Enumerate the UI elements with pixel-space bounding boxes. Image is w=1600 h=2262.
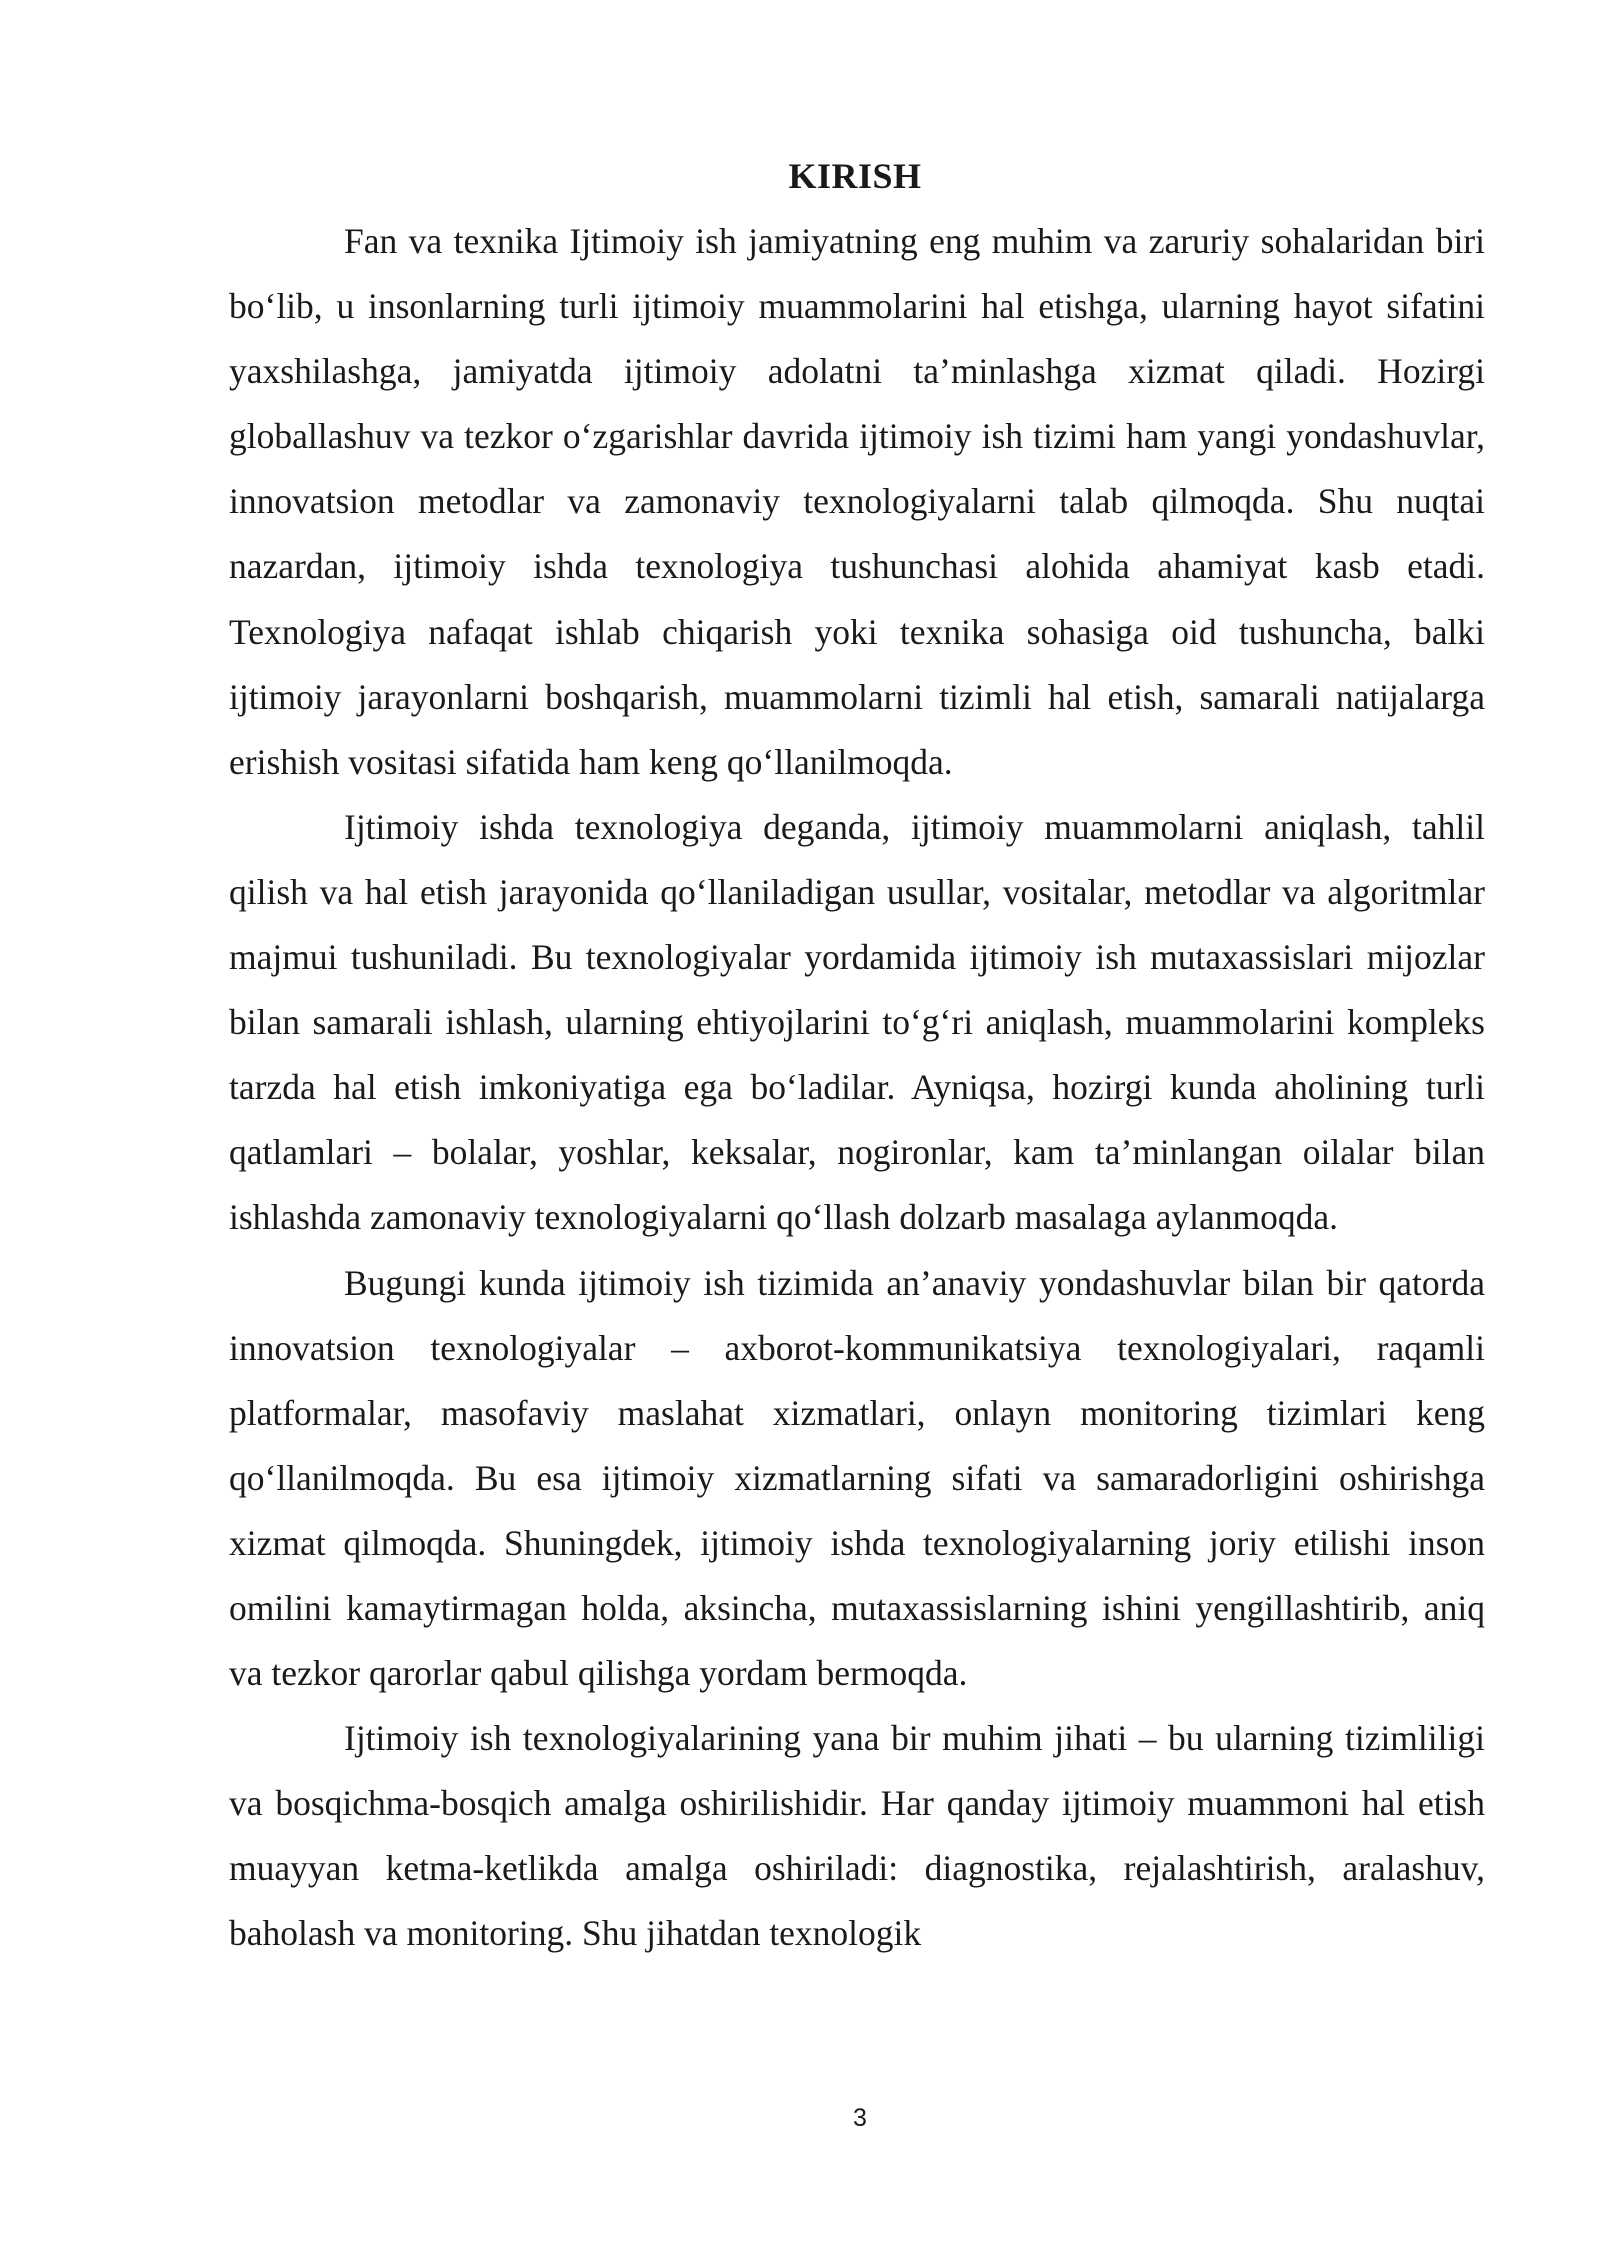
document-body bbox=[229, 209, 1485, 1967]
page-number: 3 bbox=[853, 2104, 867, 2132]
paragraph-1: Fan va texnika Ijtimoiy ish jamiyatning eng muhim va zaruriy sohalaridan biri bo‘lib, u insonlarning turli ijtimoiy muammolarini hal etishga, ularning hayot sifatini yaxshilashga, jamiyatda ijtimoiy adolatni ta’minlashga xizmat qiladi. Hozirgi globallashuv va tezkor o‘zgarishlar davrida ijtimoiy ish tizimi ham yangi yondashuvlar, innovatsion metodlar va zamonaviy texnologiyalarni talab qilmoqda. Shu nuqtai nazardan, ijtimoiy ishda texnologiya tushunchasi alohida ahamiyat kasb etadi. Texnologiya nafaqat ishlab chiqarish yoki texnika sohasiga oid tushuncha, balki ijtimoiy jarayonlarni boshqarish, muammolarni tizimli hal etish, samarali natijalarga erishish vositasi sifatida ham keng qo‘llanilmoqda. bbox=[229, 221, 1485, 782]
paragraph-4: Ijtimoiy ish texnologiyalarining yana bir muhim jihati – bu ularning tizimliligi va bosqichma-bosqich amalga oshirilishidir. Har qanday ijtimoiy muammoni hal etish muayyan ketma-ketlikda amalga oshiriladi: diagnostika, rejalashtirish, aralashuv, baholash va monitoring. Shu jihatdan texnologik bbox=[229, 1718, 1485, 1954]
page-title: KIRISH bbox=[788, 156, 922, 196]
paragraph-3: Bugungi kunda ijtimoiy ish tizimida an’anaviy yondashuvlar bilan bir qatorda innovatsion texnologiyalar – axborot-kommunikatsiya texnologiyalari, raqamli platformalar, masofaviy maslahat xizmatlari, onlayn monitoring tizimlari keng qo‘llanilmoqda. Bu esa ijtimoiy xizmatlarning sifati va samaradorligini oshirishga xizmat qilmoqda. Shuningdek, ijtimoiy ishda texnologiyalarning joriy etilishi inson omilini kamaytirmagan holda, aksincha, mutaxassislarning ishini yengillashtirib, aniq va tezkor qarorlar qabul qilishga yordam bermoqda. bbox=[229, 1262, 1485, 1694]
paragraph-2: Ijtimoiy ishda texnologiya deganda, ijtimoiy muammolarni aniqlash, tahlil qilish va hal etish jarayonida qo‘llaniladigan usullar, vositalar, metodlar va algoritmlar majmui tushuniladi. Bu texnologiyalar yordamida ijtimoiy ish mutaxassislari mijozlar bilan samarali ishlash, ularning ehtiyojlarini to‘g‘ri aniqlash, muammolarini kompleks tarzda hal etish imkoniyatiga ega bo‘ladilar. Ayniqsa, hozirgi kunda aholining turli qatlamlari – bolalar, yoshlar, keksalar, nogironlar, kam ta’minlangan oilalar bilan ishlashda zamonaviy texnologiyalarni qo‘llash dolzarb masalaga aylanmoqda. bbox=[229, 806, 1485, 1238]
